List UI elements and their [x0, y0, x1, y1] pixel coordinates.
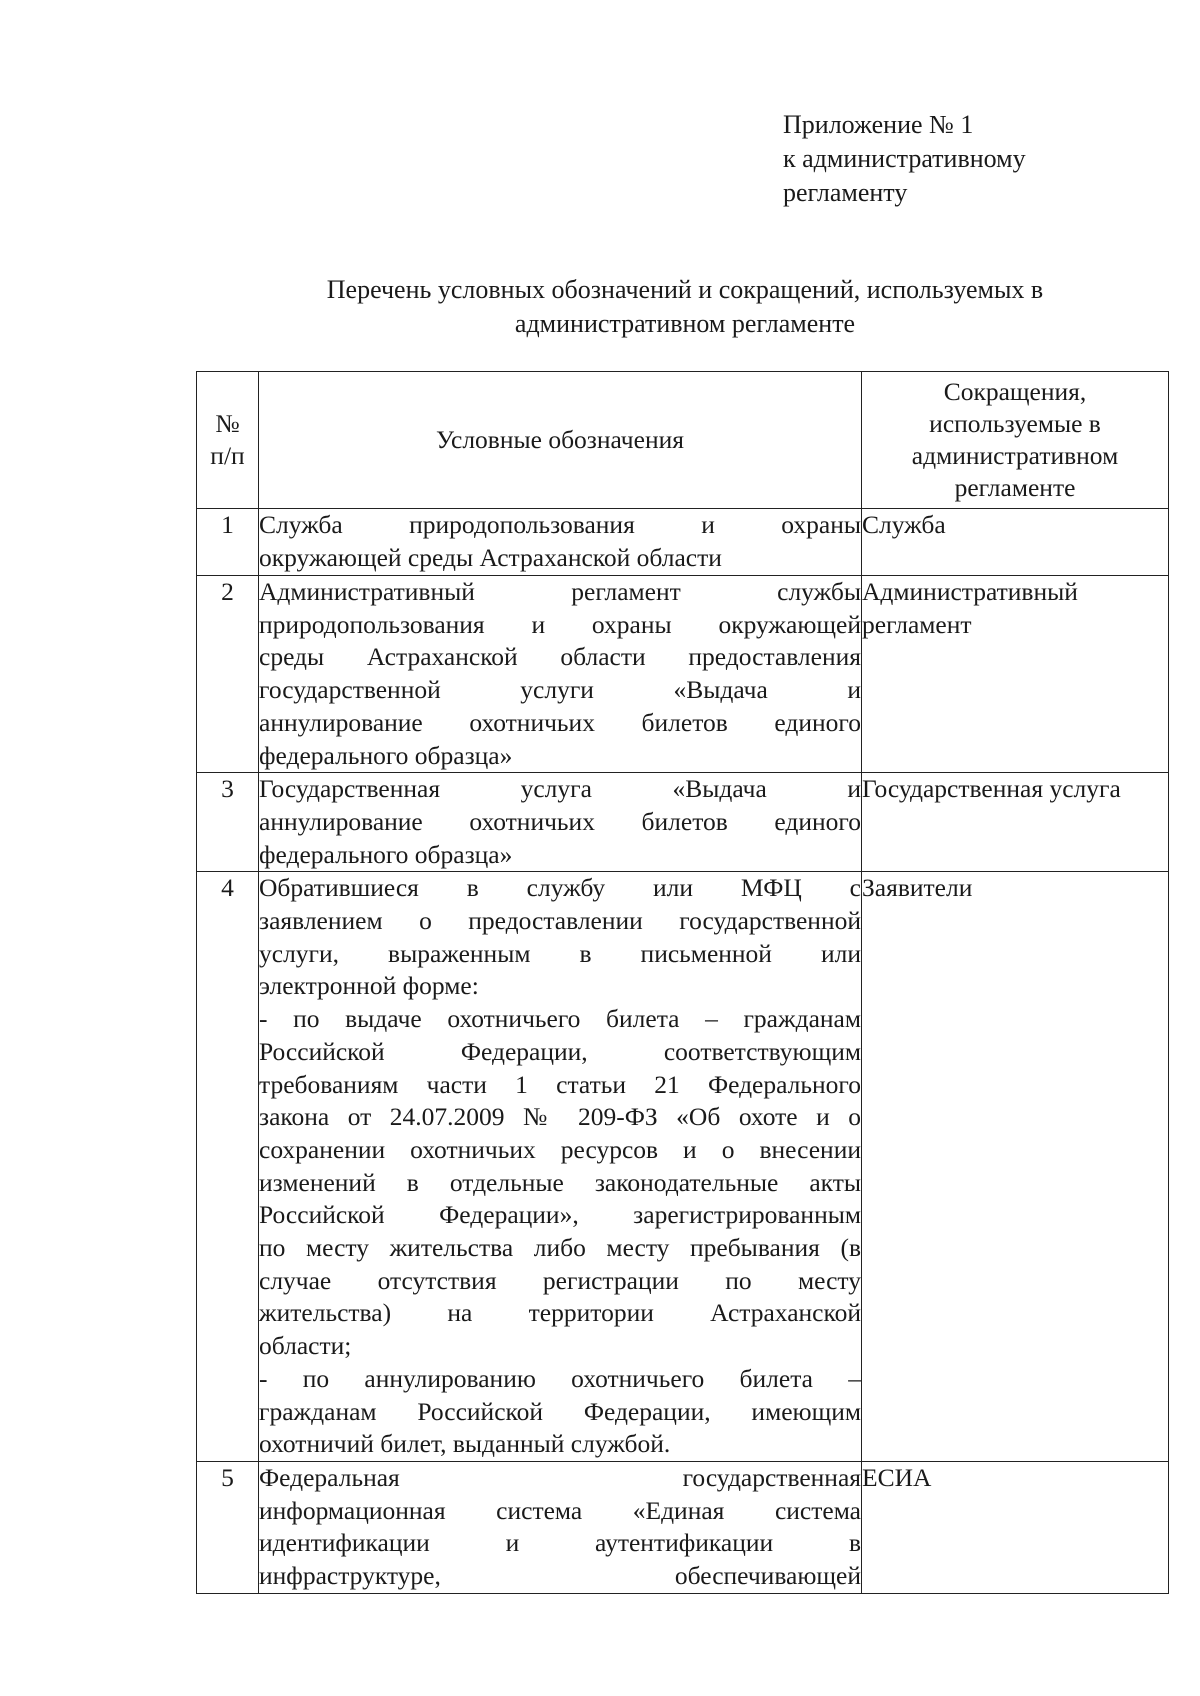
text-line: ЕСИА	[862, 1462, 932, 1492]
text-line: среды Астраханской области предоставления	[259, 642, 861, 672]
row-number: 1	[197, 509, 259, 576]
appendix-line: к административному	[783, 144, 1026, 173]
row-number: 4	[197, 872, 259, 1462]
row-number: 5	[197, 1461, 259, 1593]
text-line: Административный регламент службы	[259, 577, 861, 606]
text-line: гражданам Российской Федерации, имеющим	[259, 1396, 861, 1426]
appendix-line: Приложение № 1	[783, 110, 974, 139]
text-line: федерального образца»	[259, 740, 513, 770]
abbreviations-table	[196, 371, 1169, 1594]
text-line: требованиям части 1 статьи 21 Федерального	[259, 1069, 861, 1099]
text-line: изменений в отдельные законодательные акты	[259, 1167, 861, 1197]
text-line: государственной услуги «Выдача и	[259, 675, 861, 705]
text-line: услуги, выраженным в письменной или	[259, 938, 861, 968]
text-line: федерального образца»	[259, 839, 513, 869]
appendix-line: регламенту	[783, 178, 908, 207]
text-line: аннулирование охотничьих билетов единого	[259, 707, 861, 737]
text-line: Федеральная государственная	[259, 1462, 861, 1492]
text-line: Служба	[862, 510, 946, 539]
table-row	[197, 576, 1169, 773]
row-designation	[259, 773, 862, 872]
header-abbr-line: административном	[911, 441, 1119, 470]
row-abbreviation	[862, 576, 1169, 773]
text-line: Служба природопользования и охраны	[259, 510, 861, 539]
text-line: природопользования и охраны окружающей	[259, 609, 861, 639]
row-number: 3	[197, 773, 259, 872]
text-line: - по аннулированию охотничьего билета –	[259, 1363, 861, 1393]
header-number-line: п/п	[210, 441, 245, 470]
text-line: Заявители	[862, 873, 973, 903]
text-line: случае отсутствия регистрации по месту	[259, 1265, 861, 1295]
header-number-line: №	[215, 409, 240, 438]
header-number	[197, 372, 259, 509]
table-row	[197, 1461, 1169, 1593]
text-line: Российской Федерации», зарегистрированным	[259, 1200, 861, 1230]
text-line: жительства) на территории Астраханской	[259, 1298, 861, 1328]
table-row	[197, 872, 1169, 1462]
table-row	[197, 509, 1169, 576]
row-abbreviation	[862, 773, 1169, 872]
header-abbr-line: используемые в	[929, 409, 1101, 438]
header-abbr-line: Сокращения,	[943, 377, 1087, 406]
text-line: области;	[259, 1331, 352, 1361]
text-line: охотничий билет, выданный службой.	[259, 1429, 671, 1459]
row-number: 2	[197, 576, 259, 773]
row-designation	[259, 1461, 862, 1593]
title-line: Перечень условных обозначений и сокращений, используемых в	[326, 275, 1044, 304]
table-row	[197, 773, 1169, 872]
row-designation	[259, 576, 862, 773]
text-line: Государственная услуга «Выдача и	[259, 774, 861, 804]
table-header-row	[197, 372, 1169, 509]
text-line: окружающей среды Астраханской области	[259, 542, 722, 572]
text-line: заявлением о предоставлении государственной	[259, 906, 861, 936]
text-line: по месту жительства либо месту пребывания (в	[259, 1233, 861, 1263]
text-line: идентификации и аутентификации в	[259, 1528, 861, 1558]
text-line: инфраструктуре, обеспечивающей	[259, 1561, 861, 1591]
text-line: регламент	[862, 609, 972, 639]
text-line: сохранении охотничьих ресурсов и о внесении	[259, 1134, 861, 1164]
text-line: электронной форме:	[259, 971, 479, 1001]
row-designation	[259, 872, 862, 1462]
header-abbreviations	[862, 372, 1169, 509]
text-line: закона от 24.07.2009 № 209-ФЗ «Об охоте и о	[259, 1102, 861, 1132]
text-line: Государственная услуга	[862, 774, 1121, 804]
row-abbreviation	[862, 509, 1169, 576]
title-line: административном регламенте	[514, 309, 856, 338]
text-line: информационная система «Единая система	[259, 1495, 861, 1525]
text-line: Административный	[862, 577, 1078, 606]
text-line: - по выдаче охотничьего билета – гражданам	[259, 1004, 861, 1034]
header-designations: Условные обозначения	[259, 372, 862, 509]
text-line: Российской Федерации, соответствующим	[259, 1036, 861, 1066]
row-designation	[259, 509, 862, 576]
text-line: аннулирование охотничьих билетов единого	[259, 806, 861, 836]
text-line: Обратившиеся в службу или МФЦ с	[259, 873, 861, 903]
header-abbr-line: регламенте	[954, 473, 1076, 502]
row-abbreviation	[862, 872, 1169, 1462]
appendix-note	[783, 108, 1026, 210]
row-abbreviation	[862, 1461, 1169, 1593]
document-title	[180, 273, 1190, 341]
